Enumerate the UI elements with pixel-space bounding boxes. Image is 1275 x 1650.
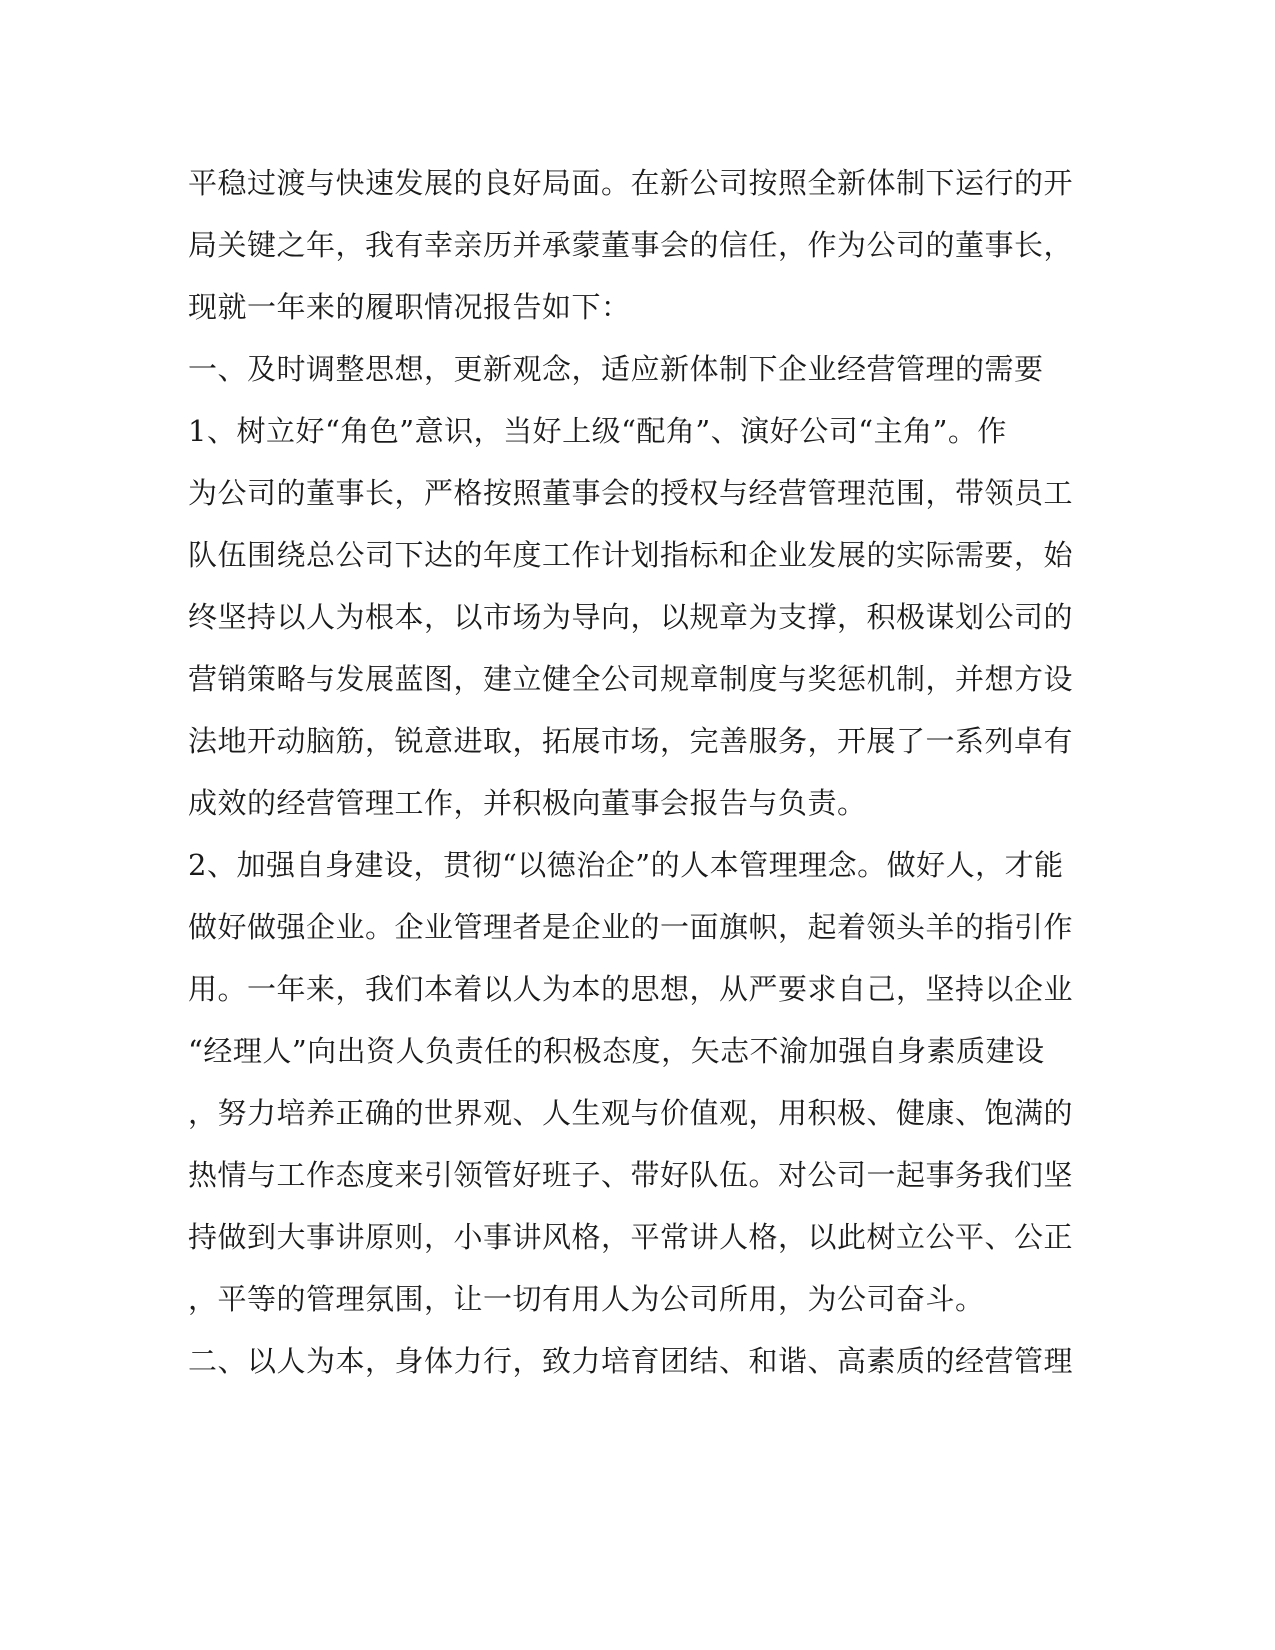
text-line: 营销策略与发展蓝图，建立健全公司规章制度与奖惩机制，并想方设: [188, 662, 1074, 696]
text-line: 1、树立好“角色”意识，当好上级“配角”、演好公司“主角”。作: [188, 414, 1007, 448]
section-heading: 二、以人为本，身体力行，致力培育团结、和谐、高素质的经营管理: [188, 1344, 1074, 1378]
text-line: “经理人”向出资人负责任的积极态度，矢志不渝加强自身素质建设: [188, 1034, 1045, 1068]
text-line: 热情与工作态度来引领管好班子、带好队伍。对公司一起事务我们坚: [188, 1158, 1074, 1192]
text-line: 法地开动脑筋，锐意进取，拓展市场，完善服务，开展了一系列卓有: [188, 724, 1074, 758]
text-line: 局关键之年，我有幸亲历并承蒙董事会的信任，作为公司的董事长，: [188, 228, 1074, 262]
text-line: 用。一年来，我们本着以人为本的思想，从严要求自己，坚持以企业: [188, 972, 1074, 1006]
text-line: 现就一年来的履职情况报告如下：: [188, 290, 631, 324]
text-line: 队伍围绕总公司下达的年度工作计划指标和企业发展的实际需要，始: [188, 538, 1074, 572]
text-line: ，平等的管理氛围，让一切有用人为公司所用，为公司奋斗。: [188, 1282, 985, 1316]
text-line: ，努力培养正确的世界观、人生观与价值观，用积极、健康、饱满的: [188, 1096, 1074, 1130]
text-line: 成效的经营管理工作，并积极向董事会报告与负责。: [188, 786, 867, 820]
text-line: 为公司的董事长，严格按照董事会的授权与经营管理范围，带领员工: [188, 476, 1074, 510]
section-heading: 一、及时调整思想，更新观念，适应新体制下企业经营管理的需要: [188, 352, 1044, 386]
text-line: 2、加强自身建设，贯彻“以德治企”的人本管理理念。做好人，才能: [188, 848, 1064, 882]
text-line: 终坚持以人为根本，以市场为导向，以规章为支撑，积极谋划公司的: [188, 600, 1074, 634]
text-line: 持做到大事讲原则，小事讲风格，平常讲人格，以此树立公平、公正: [188, 1220, 1074, 1254]
text-line: 做好做强企业。企业管理者是企业的一面旗帜，起着领头羊的指引作: [188, 910, 1074, 944]
text-line: 平稳过渡与快速发展的良好局面。在新公司按照全新体制下运行的开: [188, 166, 1074, 200]
